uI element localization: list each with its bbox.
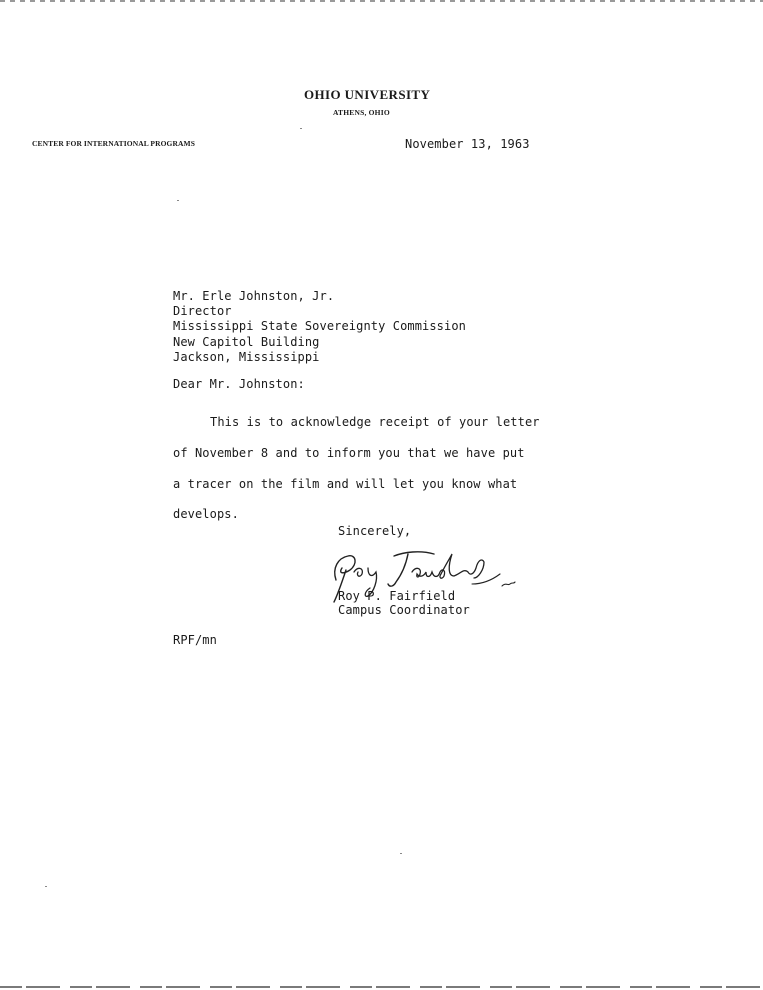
letterhead-department: CENTER FOR INTERNATIONAL PROGRAMS [32, 139, 195, 148]
recipient-address-block [173, 289, 466, 365]
letter-body [173, 407, 540, 530]
letter-date: November 13, 1963 [405, 137, 530, 151]
salutation: Dear Mr. Johnston: [173, 377, 305, 391]
closing: Sincerely, [338, 524, 412, 538]
signatory-name: Roy P. Fairfield [338, 589, 456, 603]
recipient-city: Jackson, Mississippi [173, 349, 320, 364]
recipient-name: Mr. Erle Johnston, Jr. [173, 289, 335, 303]
body-line: This is to acknowledge receipt of your letter [210, 415, 540, 429]
bottom-scan-edge [0, 986, 763, 988]
scan-speck [400, 853, 402, 854]
signature-text: Roy Fairfield [464, 538, 470, 539]
recipient-building: New Capitol Building [173, 334, 320, 349]
letterhead-institution: OHIO UNIVERSITY [304, 87, 431, 102]
letterhead-location: ATHENS, OHIO [333, 108, 390, 117]
recipient-title: Director [173, 304, 232, 319]
scan-speck [45, 886, 47, 887]
body-line: develops. [173, 507, 239, 522]
body-line: of November 8 and to inform you that we have put [173, 445, 525, 460]
signatory-title: Campus Coordinator [338, 603, 470, 617]
recipient-organization: Mississippi State Sovereignty Commission [173, 319, 466, 334]
reference-initials: RPF/mn [173, 633, 217, 647]
body-line: a tracer on the film and will let you know what [173, 476, 518, 491]
scan-speck [300, 128, 302, 129]
top-scan-edge [0, 0, 763, 2]
scan-speck [177, 200, 179, 201]
